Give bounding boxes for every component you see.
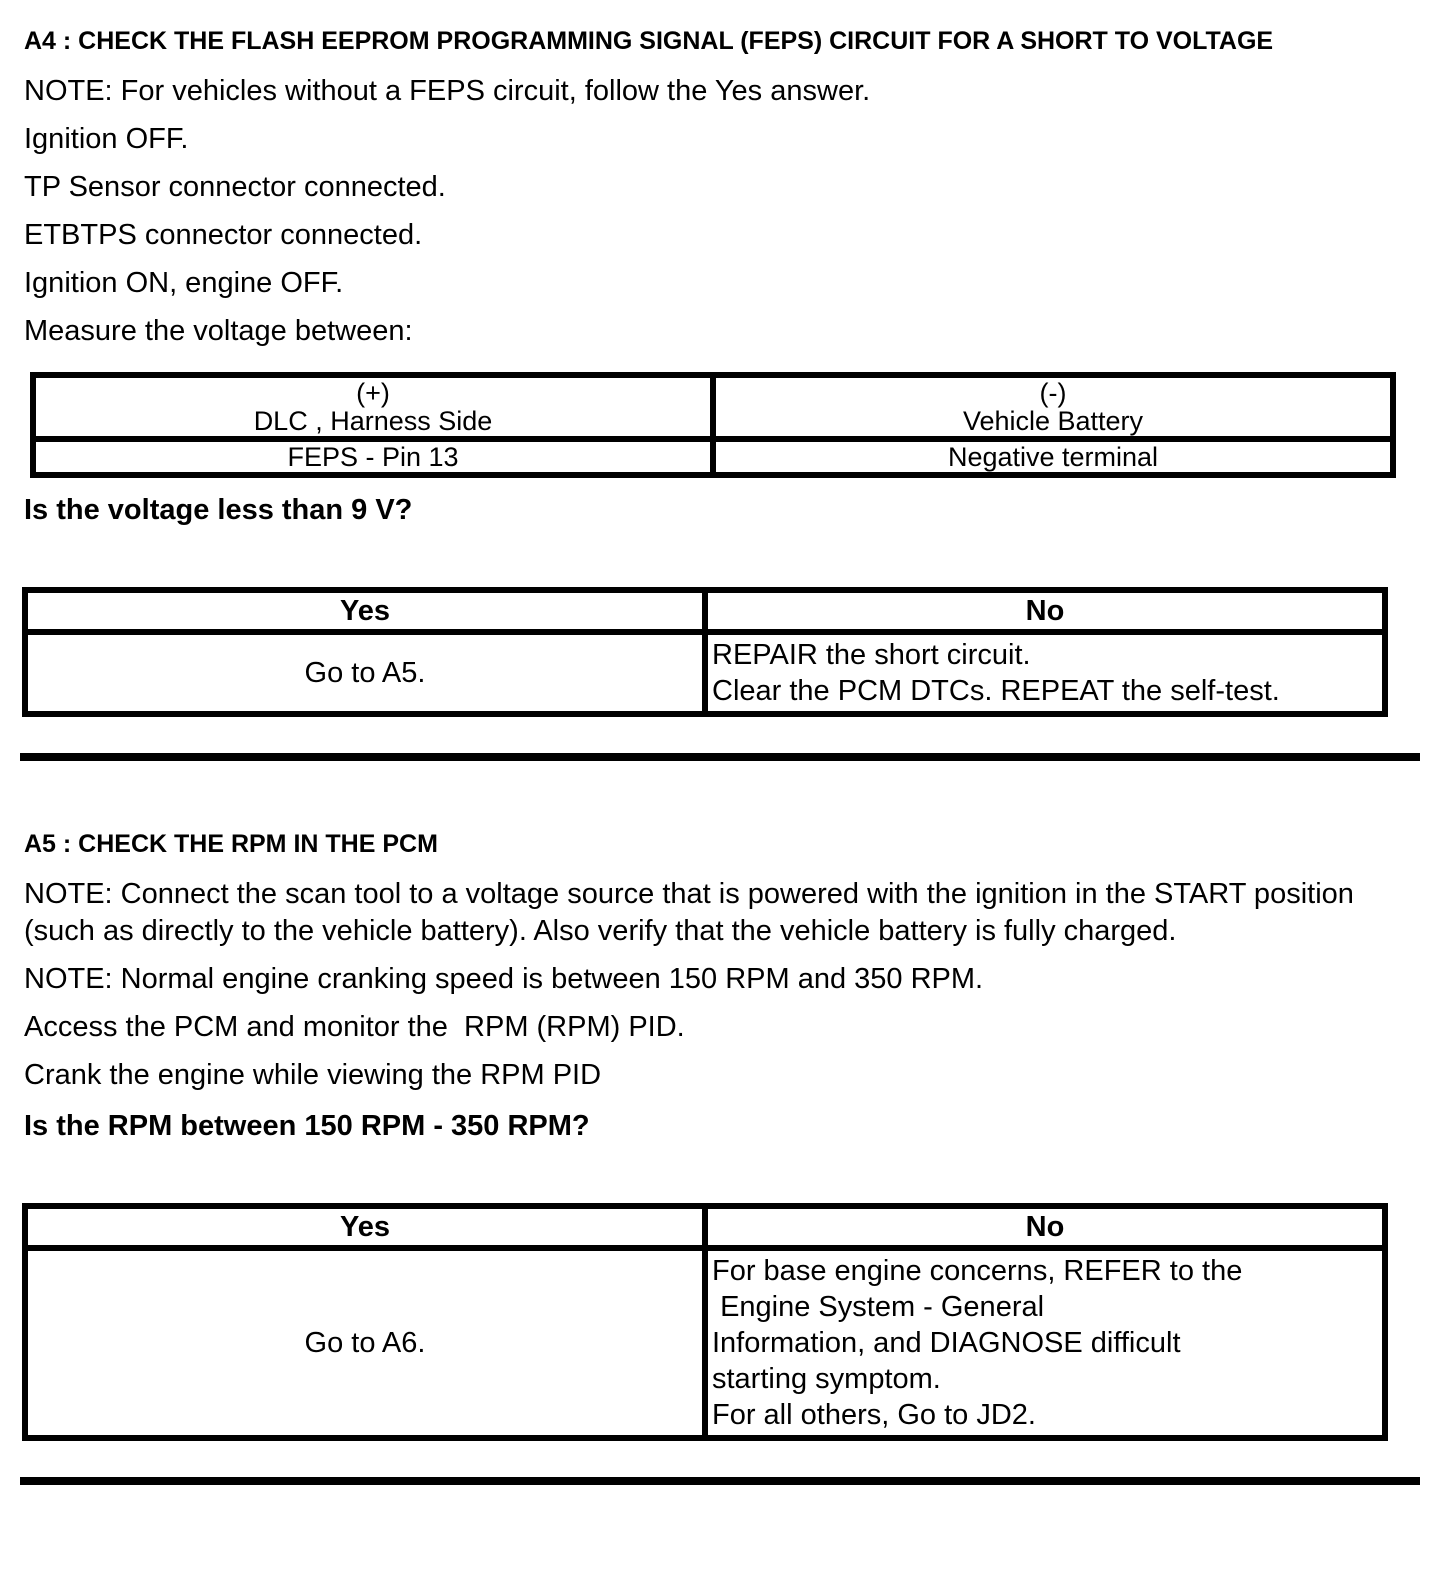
positive-lead-header-cell [33,375,713,439]
a4-step-heading: A4 : CHECK THE FLASH EEPROM PROGRAMMING SIGNAL (FEPS) CIRCUIT FOR A SHORT TO VOLTAGE [24,27,1274,55]
a5-step-access-pcm: Access the PCM and monitor the RPM (RPM) PID. [24,1011,685,1043]
a5-no-action-line: Information, and DIAGNOSE difficult [712,1327,1181,1359]
no-header-cell: No [705,590,1385,632]
positive-point-cell: FEPS - Pin 13 [33,439,713,475]
a4-step-ignition-on: Ignition ON, engine OFF. [24,267,344,299]
a5-question: Is the RPM between 150 RPM - 350 RPM? [24,1110,590,1142]
section-a5 [24,827,1440,1441]
decision-header-row [25,1206,1385,1248]
a4-step-tp-sensor: TP Sensor connector connected. [24,171,446,203]
negative-point-cell: Negative terminal [713,439,1393,475]
a4-decision-table [22,587,1388,717]
a4-step-ignition-off: Ignition OFF. [24,123,189,155]
a5-no-action-cell [705,1248,1385,1438]
decision-body-row [25,1248,1385,1438]
a4-question: Is the voltage less than 9 V? [24,494,413,526]
a4-no-action-cell [705,632,1385,714]
negative-source-label: Vehicle Battery [962,406,1144,436]
a5-note-scan-tool: NOTE: Connect the scan tool to a voltage source that is powered with the ignition in the START position (such as directly to the vehicle battery). Also verify that the vehicle battery is fully charged. [24,878,1362,947]
a5-step-heading: A5 : CHECK THE RPM IN THE PCM [24,830,438,858]
a4-yes-action-cell [25,632,705,714]
yes-header-cell: Yes [25,590,705,632]
a5-yes-action: Go to A6. [304,1327,426,1359]
a5-note-cranking-speed: NOTE: Normal engine cranking speed is between 150 RPM and 350 RPM. [24,963,984,995]
section-divider-rule [20,753,1420,761]
a5-yes-action-cell [25,1248,705,1438]
measurement-point-row [33,439,1393,475]
bottom-divider-rule [20,1477,1420,1485]
yes-header-cell: Yes [25,1206,705,1248]
decision-header-row [25,590,1385,632]
measurement-header-row [33,375,1393,439]
a5-decision-table [22,1203,1388,1441]
a4-note-feps: NOTE: For vehicles without a FEPS circuit, follow the Yes answer. [24,75,871,107]
negative-lead-header-cell [713,375,1393,439]
decision-body-row [25,632,1385,714]
a4-no-action-line: REPAIR the short circuit. [712,639,1031,671]
a4-measurement-table [30,372,1396,478]
a4-no-action-line: Clear the PCM DTCs. REPEAT the self-test. [712,675,1280,707]
negative-sign-label: (-) [1039,378,1067,408]
a5-no-action-line: For all others, Go to JD2. [712,1399,1036,1431]
a5-no-action-line: starting symptom. [712,1363,941,1395]
a4-step-measure-voltage: Measure the voltage between: [24,315,413,347]
positive-source-label: DLC , Harness Side [253,406,493,436]
positive-sign-label: (+) [356,378,390,408]
a5-step-crank-engine: Crank the engine while viewing the RPM PID [24,1059,602,1091]
a4-step-etbtps: ETBTPS connector connected. [24,219,423,251]
a5-no-action-line: For base engine concerns, REFER to the [712,1255,1243,1287]
a4-yes-action: Go to A5. [304,657,426,689]
section-a4 [24,24,1440,717]
no-header-cell: No [705,1206,1385,1248]
a5-no-action-line: Engine System - General [712,1291,1045,1323]
